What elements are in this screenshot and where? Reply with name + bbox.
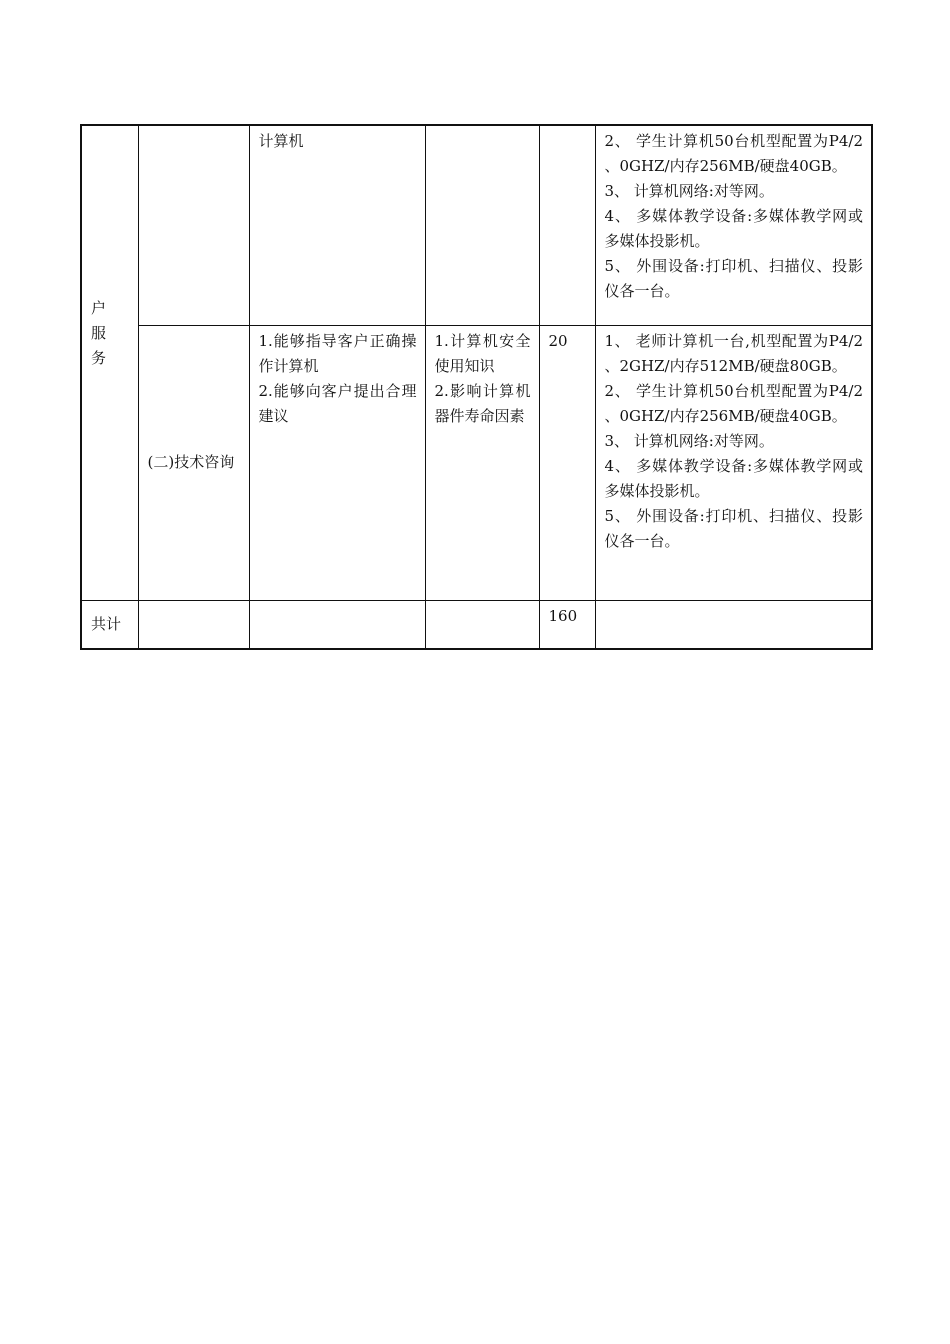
equipment-cell xyxy=(595,125,872,325)
equipment-line: 3、 计算机网络:对等网。 xyxy=(604,431,774,450)
hours-cell xyxy=(539,325,595,600)
category-cell xyxy=(81,125,138,600)
curriculum-table xyxy=(80,124,873,650)
empty-cell xyxy=(249,600,425,649)
ability-cell xyxy=(249,125,425,325)
ability-cell xyxy=(249,325,425,600)
total-label-cell xyxy=(81,600,138,649)
category-text: 户 服 务 xyxy=(91,299,107,368)
table-row xyxy=(81,125,872,325)
empty-cell xyxy=(425,600,539,649)
equipment-line: 2、 学生计算机50台机型配置为P4/2 、0GHZ/内存256MB/硬盘40GB。 xyxy=(604,132,863,175)
ability-line: 1.能够指导客户正确操作计算机 xyxy=(258,331,417,375)
knowledge-cell xyxy=(425,125,539,325)
equipment-line: 5、 外围设备:打印机、扫描仪、投影仪各一台。 xyxy=(604,506,863,550)
total-hours-cell xyxy=(539,600,595,649)
table-row xyxy=(81,325,872,600)
total-hours: 160 xyxy=(548,606,578,625)
total-row xyxy=(81,600,872,649)
item-text: (二)技术咨询 xyxy=(147,453,235,471)
total-label: 共计 xyxy=(91,614,122,633)
empty-cell xyxy=(595,600,872,649)
hours-cell xyxy=(539,125,595,325)
knowledge-line: 2.影响计算机器件寿命因素 xyxy=(434,381,531,425)
hours-text: 20 xyxy=(548,331,568,350)
ability-text: 计算机 xyxy=(258,132,304,150)
equipment-line: 2、 学生计算机50台机型配置为P4/2 、0GHZ/内存256MB/硬盘40GB。 xyxy=(604,381,863,425)
knowledge-cell xyxy=(425,325,539,600)
equipment-line: 4、 多媒体教学设备:多媒体教学网或多媒体投影机。 xyxy=(604,207,863,250)
empty-cell xyxy=(138,600,249,649)
knowledge-line: 1.计算机安全使用知识 xyxy=(434,331,531,375)
equipment-line: 4、 多媒体教学设备:多媒体教学网或多媒体投影机。 xyxy=(604,456,863,500)
item-cell xyxy=(138,125,249,325)
ability-line: 2.能够向客户提出合理建议 xyxy=(258,381,417,425)
item-cell xyxy=(138,325,249,600)
equipment-line: 5、 外围设备:打印机、扫描仪、投影仪各一台。 xyxy=(604,257,863,300)
equipment-line: 1、 老师计算机一台,机型配置为P4/2 、2GHZ/内存512MB/硬盘80GB。 xyxy=(604,331,863,375)
equipment-cell xyxy=(595,325,872,600)
equipment-line: 3、 计算机网络:对等网。 xyxy=(604,182,774,200)
